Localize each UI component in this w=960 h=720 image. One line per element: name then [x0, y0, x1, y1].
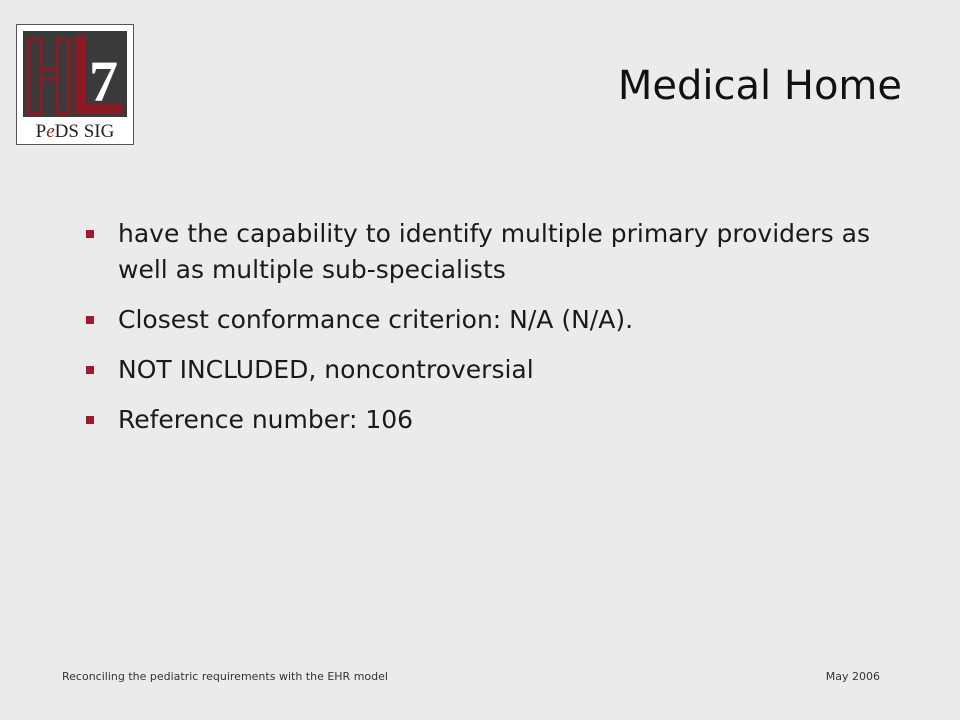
- square-bullet-icon: [86, 416, 94, 424]
- hl7-logo-graphic: [17, 25, 133, 144]
- logo-caption-prefix: P: [35, 121, 47, 142]
- bullet-item: [84, 352, 904, 388]
- logo-caption-italic: e: [46, 121, 55, 142]
- bullet-text: NOT INCLUDED, noncontroversial: [118, 355, 534, 384]
- bullet-text: Reference number: 106: [118, 405, 414, 434]
- square-bullet-icon: [86, 230, 94, 238]
- bullet-list: [84, 216, 904, 452]
- bullet-item: [84, 302, 904, 338]
- hl7-logo-icon: [16, 24, 134, 145]
- bullet-item: [84, 216, 904, 288]
- footer-text: Reconciling the pediatric requirements with the EHR model: [62, 670, 388, 683]
- square-bullet-icon: [86, 316, 94, 324]
- logo-caption-suffix: DS SIG: [54, 121, 115, 142]
- logo-caption: [36, 121, 115, 142]
- bullet-text: Closest conformance criterion: N/A (N/A).: [118, 305, 634, 334]
- page-title: Medical Home: [617, 63, 902, 109]
- square-bullet-icon: [86, 366, 94, 374]
- logo-l-stem: [75, 35, 86, 113]
- bullet-text: have the capability to identify multiple primary providers as well as multiple sub-specialists: [118, 219, 871, 284]
- bullet-item: [84, 402, 904, 438]
- logo-digit: 7: [89, 49, 118, 114]
- footer-date: May 2006: [825, 670, 880, 683]
